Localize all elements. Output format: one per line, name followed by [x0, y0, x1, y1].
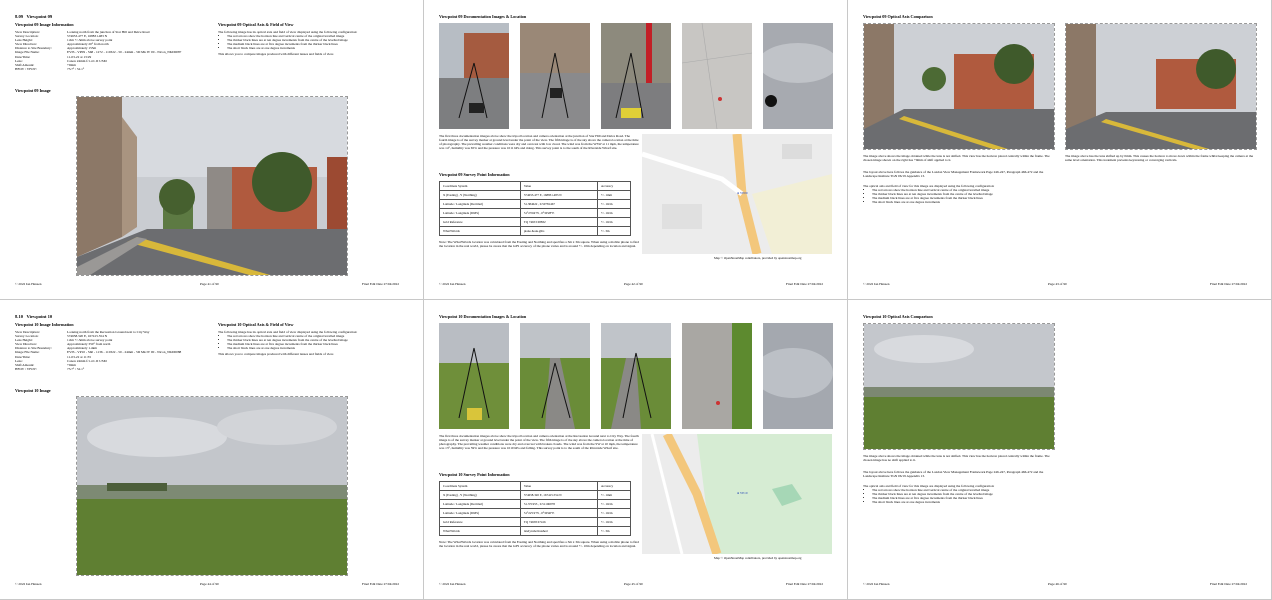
- section-title: 8.10 Viewpoint 10: [15, 314, 53, 319]
- comparison-heading: Viewpoint 09 Optical Axis Comparison: [863, 14, 933, 19]
- table-row: Latitude / Longitude (DMS) 51°23'04"N , 0°30'28"E +/- 10cm: [440, 209, 631, 218]
- comparison-heading: Viewpoint 10 Optical Axis Comparison: [863, 314, 933, 319]
- page-41: [0, 0, 423, 299]
- survey-table: [439, 481, 631, 536]
- page-number: Page 44 of 90: [200, 582, 219, 586]
- info-heading: Viewpoint 09 Image Information: [15, 22, 74, 27]
- footer-date: Final Edit Date 27/04/2022: [1210, 582, 1248, 586]
- footer-copyright: © 2022 Ian Hansen: [439, 582, 466, 586]
- doc-photo-tripod-2: [520, 23, 590, 129]
- table-row: What3Words piano.hook.gilts +/- 3m: [440, 227, 631, 236]
- map-caption: Map © OpenStreetMap contributors, provided by openstreetmap.org: [714, 256, 802, 260]
- page-43: [848, 0, 1271, 299]
- table-row: What3Words lately.label.bushed +/- 3m: [440, 527, 631, 536]
- image-heading: Viewpoint 10 Image: [15, 388, 51, 393]
- footer-date: Final Edit Date 27/04/2022: [786, 582, 824, 586]
- doc-photo-marker: [682, 323, 752, 429]
- table-row: Latitude / Longitude (Decimal) 51.371953 , 0.51106978 +/- 10cm: [440, 500, 631, 509]
- doc-photo-tripod-1: [439, 23, 509, 129]
- table-header-row: Coordinate System Value Accuracy: [440, 482, 631, 491]
- doc-heading: Viewpoint 09 Documentation Images & Location: [439, 14, 527, 19]
- w3w-note: Note: The What3Words location was calculated from the Easting and Northing and specifies a 3m x 3m square. When using a mobile phone to find the location in the real world, please be aware that the GPS accuracy of the phone varies and is around +/- 10m depending on location and signal.: [439, 540, 639, 549]
- footer-copyright: © 2022 Ian Hansen: [863, 282, 890, 286]
- footer-copyright: © 2022 Ian Hansen: [15, 582, 42, 586]
- doc-photo-sky: [763, 23, 833, 129]
- doc-photo-tripod-2: [520, 323, 590, 429]
- page-number: Page 41 of 90: [200, 282, 219, 286]
- doc-photo-tripod-3: [601, 323, 671, 429]
- comparison-photo-shifted: [1065, 23, 1257, 150]
- doc-photo-marker: [682, 23, 752, 129]
- location-map[interactable]: [642, 134, 832, 254]
- footer-date: Final Edit Date 27/04/2022: [1210, 282, 1248, 286]
- comparison-paragraph-1: The image above shows the image obtained while the lens is not shifted. This view has the horizon placed centrally within the frame. The chosen image shown on the right has +0mm of shift applied to it.: [863, 154, 1050, 163]
- table-row: X (Easting) , Y (Northing) 574653.477 E, 168831.483 N +/- 1mm: [440, 191, 631, 200]
- table-row: X (Easting) , Y (Northing) 574658.320 E, 167415.554 N +/- 1mm: [440, 491, 631, 500]
- comparison-paragraph-right: The image above has the lens shifted up by 0mm. This causes the horizon to move down within the frame whilst keeping the camera at the same level orientation. This treatment prevents keystoning or converging verticals.: [1065, 154, 1254, 163]
- comparison-paragraph-1: The image above shows the image obtained while the lens is not shifted. This view has the horizon placed centrally within the frame. The chosen image has no shift applied to it.: [863, 454, 1050, 463]
- page-number: Page 42 of 90: [624, 282, 643, 286]
- doc-paragraph: The first three documentation images above show the tripod location and camera orientation at the Recreation Ground next to City Way. The fourth image is of the survey marker at ground level under the point of the view. The fifth image is of the sky above the camera location at the time of photography. The prevailing weather conditions were dry and overcast with broken clouds. The wind was from the SW at 10 mph, the temperature was 13°, humidity was 59% and the pressure was 1010 hPa and falling. This survey point is to the south of the Riverside Wharf site.: [439, 434, 639, 451]
- map-marker: ● VP09: [737, 191, 748, 195]
- optics-text: The following image has its optical axis and field of view displayed using the following configuration: • The red arrows show the horizon line and vertical centre of the original levelled image • The thicker black lines are at ten degree increments from the centre of the levelled image • The medium black lines are at five degree increments from the thicker black lines • The short black lines are at one degree increments This allows you to compare images produced with different lenses and fields of view.: [218, 30, 413, 57]
- optics-heading: Viewpoint 10 Optical Axis & Field of View: [218, 322, 294, 327]
- map-marker: ● VP10: [737, 491, 748, 495]
- viewpoint-10-photo: [76, 396, 348, 576]
- page-46: [848, 300, 1271, 599]
- comparison-paragraph-2: The layout above here follows the guidance of the London View Management Framework Page 246-247, Paragraph 466-472 and the Landscape Institute TGN 06/19 Appendix 13.: [863, 470, 1044, 479]
- location-map[interactable]: [642, 434, 832, 554]
- w3w-note: Note: The What3Words location was calculated from the Easting and Northing and specifies a 3m x 3m square. When using a mobile phone to find the location in the real world, please be aware that the GPS accuracy of the phone varies and is around +/- 10m depending on location and signal.: [439, 240, 639, 249]
- image-info-list: View Description: Looking north from the Recreation Ground next to City Way Survey Location: 574658.320 E, 167415.554 N Lens Height: 1.6m +/-3mm above survey point View Direction: Approximately 350° from north Distance to Site Boundary: Approximately 1.4km Image File Name: EVIS - VP10 - Sh0 - 1136 - 110322 - 50 - 24mm - 5D Mk IV 00 - Nicon_NKD0088 Date/Time: 11-03-22 at 11:35 Lens: Canon 24mm f/1.4 L II USM Shift Amount: +0mm HFOV / VFOV: 73.7° / 52.1°: [15, 330, 182, 371]
- doc-heading: Viewpoint 10 Documentation Images & Location: [439, 314, 527, 319]
- section-title: 8.09 Viewpoint 09: [15, 14, 53, 19]
- map-caption: Map © OpenStreetMap contributors, provided by openstreetmap.org: [714, 556, 802, 560]
- survey-table: [439, 181, 631, 236]
- image-heading: Viewpoint 09 Image: [15, 88, 51, 93]
- page-number: Page 46 of 90: [1048, 582, 1067, 586]
- footer-copyright: © 2022 Ian Hansen: [15, 282, 42, 286]
- comparison-paragraph-2: The layout above here follows the guidance of the London View Management Framework Page 246-247, Paragraph 466-472 and the Landscape Institute TGN 06/19 Appendix 13.: [863, 170, 1044, 179]
- page-42: [424, 0, 847, 299]
- doc-photo-tripod-3: [601, 23, 671, 129]
- table-row: Latitude / Longitude (Decimal) 51.384622 , 0.50781467 +/- 10cm: [440, 200, 631, 209]
- comparison-optics: The optical axis and field of view for this image are displayed using the following configuration: • The red arrows show the horizon line and vertical centre of the original levelled image • The thicker black lines are at ten degree increments from the centre of the levelled image • The medium black lines are at five degree increments from the thicker black lines • The short black lines are at one degree increments: [863, 184, 1055, 204]
- survey-heading: Viewpoint 10 Survey Point Information: [439, 472, 510, 477]
- table-row: Grid Reference TQ 74653 68832 +/- 10cm: [440, 218, 631, 227]
- comparison-photo: [863, 323, 1055, 450]
- page-45: [424, 300, 847, 599]
- page-44: [0, 300, 423, 599]
- table-header-row: Coordinate System Value Accuracy: [440, 182, 631, 191]
- page-number: Page 43 of 90: [1048, 282, 1067, 286]
- optics-heading: Viewpoint 09 Optical Axis & Field of View: [218, 22, 294, 27]
- comparison-photo-unshifted: [863, 23, 1055, 150]
- footer-copyright: © 2022 Ian Hansen: [863, 582, 890, 586]
- footer-date: Final Edit Date 27/04/2022: [362, 282, 400, 286]
- table-row: Latitude / Longitude (DMS) 51°22'19"N , 0°30'40"E +/- 10cm: [440, 509, 631, 518]
- image-info-list: View Description: Looking north from the junction of Star Hill and Delce Road Survey Location: 574653.477 E, 168831.483 N Lens Height: 1.6m +/-3mm above survey point View Direction: Approximately 20° from north Distance to Site Boundary: Approximately 155m Image File Name: EVIS - VP09 - Sh8 - 1272 - 110322 - 50 - 24mm - 5D Mk IV 00 - Nicon_NKD0087 Date/Time: 11-03-22 at 13:29 Lens: Canon 24mm f/1.4 L II USM Shift Amount: +0mm HFOV / VFOV: 73.7° / 52.1°: [15, 30, 182, 71]
- optics-text: The following image has its optical axis and field of view displayed using the following configuration: • The red arrows show the horizon line and vertical centre of the original levelled image • The thicker black lines are at ten degree increments from the centre of the levelled image • The medium black lines are at five degree increments from the thicker black lines • The short black lines are at one degree increments This allows you to compare images produced with different lenses and fields of view.: [218, 330, 413, 357]
- survey-heading: Viewpoint 09 Survey Point Information: [439, 172, 510, 177]
- doc-paragraph: The first three documentation images above show the tripod location and camera orientation at the junction of Star Hill and Delce Road. The fourth image is of the survey marker at ground level under the point of the view. The fifth image is of the sky above the camera location at the time of photography. The prevailing weather conditions were dry and overcast with low cloud. The wind was from the WSW at 11 mph, the temperature was 14°, humidity was 65% and the pressure was 1011 hPa and rising. This survey point is to the south of the Riverside Wharf site.: [439, 134, 639, 151]
- info-heading: Viewpoint 10 Image Information: [15, 322, 74, 327]
- footer-date: Final Edit Date 27/04/2022: [362, 582, 400, 586]
- table-row: Grid Reference TQ 74658 67416 +/- 10cm: [440, 518, 631, 527]
- viewpoint-09-photo: [76, 96, 348, 276]
- doc-photo-tripod-1: [439, 323, 509, 429]
- footer-date: Final Edit Date 27/04/2022: [786, 282, 824, 286]
- footer-copyright: © 2022 Ian Hansen: [439, 282, 466, 286]
- comparison-optics: The optical axis and field of view for this image are displayed using the following configuration: • The red arrows show the horizon line and vertical centre of the original levelled image • The thicker black lines are at ten degree increments from the centre of the levelled image • The medium black lines are at five degree increments from the thicker black lines • The short black lines are at one degree increments: [863, 484, 1055, 504]
- doc-photo-sky: [763, 323, 833, 429]
- page-number: Page 45 of 90: [624, 582, 643, 586]
